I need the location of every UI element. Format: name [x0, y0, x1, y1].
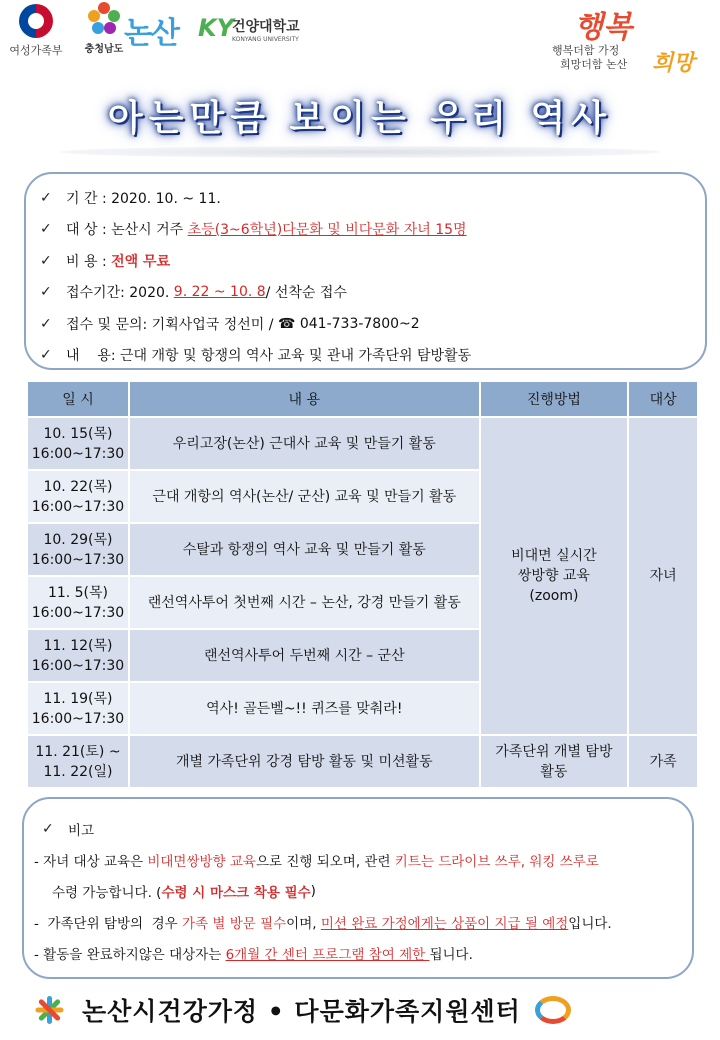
gov-name: 여성가족부 — [9, 44, 63, 57]
period-text: 기 간 : 2020. 10. ~ 11. — [66, 190, 221, 207]
ring-logo-icon — [535, 996, 571, 1024]
family-method-cell: 가족단위 개별 탐방 활동 — [480, 735, 629, 788]
schedule-table — [26, 380, 699, 789]
note-heading-text: 비고 — [68, 822, 95, 839]
row-content: 우리고장(논산) 근대사 교육 및 만들기 활동 — [129, 417, 480, 470]
row-content: 근대 개항의 역사(논산/ 군산) 교육 및 만들기 활동 — [129, 470, 480, 523]
note-line-3: - 가족단위 탐방의 경우 가족 별 방문 필수 이며, 미션 완료 가정에게는 상품이 지급 될 예정 입니다. — [34, 906, 692, 937]
note-line-2: 수령 가능합니다. ( 수령 시 마스크 착용 필수 ) — [52, 882, 316, 901]
apply-highlight: 9. 22 ~ 10. 8 — [173, 284, 266, 301]
row-datetime: 10. 29(목) 16:00~17:30 — [27, 523, 129, 576]
note-highlight: 수령 시 마스크 착용 필수 — [161, 884, 311, 901]
table-header-row — [27, 381, 698, 417]
univ-name: 건양대학교 — [232, 19, 300, 35]
row-datetime: 11. 5(목) 16:00~17:30 — [27, 576, 129, 629]
check-icon: ✓ — [40, 189, 52, 206]
row-datetime: 11. 21(토) ~ 11. 22(일) — [27, 735, 129, 788]
info-target — [40, 214, 705, 246]
method-cell: 비대면 실시간 쌍방향 교육 (zoom) — [480, 417, 629, 735]
contact-label: 접수 및 문의: 기획사업국 정선미 / — [66, 316, 278, 333]
info-cost — [40, 245, 705, 277]
note-line-1: - 자녀 대상 교육은 비대면쌍방향 교육 으로 진행 되오며, 관련 키트는 드라이브 쓰루, 워킹 쓰루로 — [34, 844, 692, 875]
table-row — [27, 417, 698, 470]
row-content: 랜선역사투어 두번째 시간 – 군산 — [129, 629, 480, 682]
footer — [34, 990, 694, 1030]
row-datetime: 10. 15(목) 16:00~17:30 — [27, 417, 129, 470]
happy-line1: 행복더함 가정 — [552, 44, 620, 57]
note-box — [22, 797, 694, 979]
target-highlight: 초등(3~6학년)다문화 및 비다문화 자녀 15명 — [187, 222, 467, 239]
row-content: 역사! 골든벨~!! 퀴즈를 맞춰라! — [129, 682, 480, 735]
info-apply — [40, 277, 705, 309]
check-icon: ✓ — [40, 284, 52, 301]
header-datetime: 일 시 — [27, 381, 129, 417]
family-target-cell: 가족 — [628, 735, 698, 788]
page-title: 아는만큼 보이는 우리 역사 — [107, 98, 613, 139]
gov-logo — [4, 2, 68, 66]
check-icon: ✓ — [40, 315, 52, 332]
univ-name-en: KONYANG UNIVERSITY — [232, 36, 299, 43]
cost-highlight: 전액 무료 — [111, 253, 171, 270]
header-target: 대상 — [628, 381, 698, 417]
note-line-4: - 활동을 완료하지않은 대상자는 6개월 간 센터 프로그램 참여 제한 됩니다. — [34, 937, 692, 968]
flower-icon — [84, 2, 124, 38]
content-text: 내 용: 근대 개항 및 항쟁의 역사 교육 및 관내 가족단위 탐방활동 — [66, 348, 472, 365]
note-highlight: 가족 별 방문 필수 — [182, 915, 287, 932]
pinwheel-logo-icon — [34, 995, 64, 1025]
chungnam-name: 충청남도 — [84, 44, 124, 55]
taegeuk-emblem-icon — [19, 4, 53, 38]
check-icon: ✓ — [40, 221, 52, 238]
check-icon: ✓ — [42, 820, 54, 837]
target-label: 대 상 : 논산시 거주 — [66, 222, 188, 239]
note-highlight: 6개월 간 센터 프로그램 참여 제한 — [225, 946, 430, 963]
konyang-logo-icon: KY — [198, 14, 234, 42]
chungnam-logo — [80, 2, 128, 62]
apply-suffix: / 선착순 접수 — [265, 285, 347, 302]
info-period — [40, 182, 705, 214]
check-icon: ✓ — [40, 347, 52, 364]
happy-word: 행복 — [574, 10, 632, 45]
row-content: 개별 가족단위 강경 탐방 활동 및 미션활동 — [129, 735, 480, 788]
konyang-logo — [198, 10, 308, 54]
apply-label: 접수기간: 2020. — [66, 285, 174, 302]
note-highlight: 미션 완료 가정에게는 상품이 지급 될 예정 — [320, 915, 569, 932]
phone-icon: ☎ — [277, 315, 296, 332]
title-reflection — [60, 146, 660, 158]
header-content: 내 용 — [129, 381, 480, 417]
cost-label: 비 용 : — [66, 253, 112, 270]
center-name: 논산시건강가정 • 다문화가족지원센터 — [82, 997, 521, 1026]
table-row-family — [27, 735, 698, 788]
happy-hope-logo — [548, 2, 718, 78]
hope-word: 희망 — [652, 51, 695, 76]
row-content: 수탈과 항쟁의 역사 교육 및 만들기 활동 — [129, 523, 480, 576]
header-method: 진행방법 — [480, 381, 629, 417]
target-cell: 자녀 — [628, 417, 698, 735]
note-highlight: 비대면쌍방향 교육 — [147, 853, 256, 870]
row-datetime: 11. 19(목) 16:00~17:30 — [27, 682, 129, 735]
info-contact — [40, 308, 705, 340]
happy-line2: 희망더함 논산 — [560, 58, 628, 71]
note-highlight: 키트는 드라이브 쓰루, 워킹 쓰루로 — [394, 853, 599, 870]
row-content: 랜선역사투어 첫번째 시간 – 논산, 강경 만들기 활동 — [129, 576, 480, 629]
nonsan-logo: 논산 — [124, 16, 178, 51]
contact-phone: 041-733-7800~2 — [295, 315, 420, 332]
note-heading — [34, 813, 692, 844]
row-datetime: 10. 22(목) 16:00~17:30 — [27, 470, 129, 523]
info-content — [40, 340, 705, 372]
row-datetime: 11. 12(목) 16:00~17:30 — [27, 629, 129, 682]
check-icon: ✓ — [40, 252, 52, 269]
info-box — [24, 172, 707, 370]
